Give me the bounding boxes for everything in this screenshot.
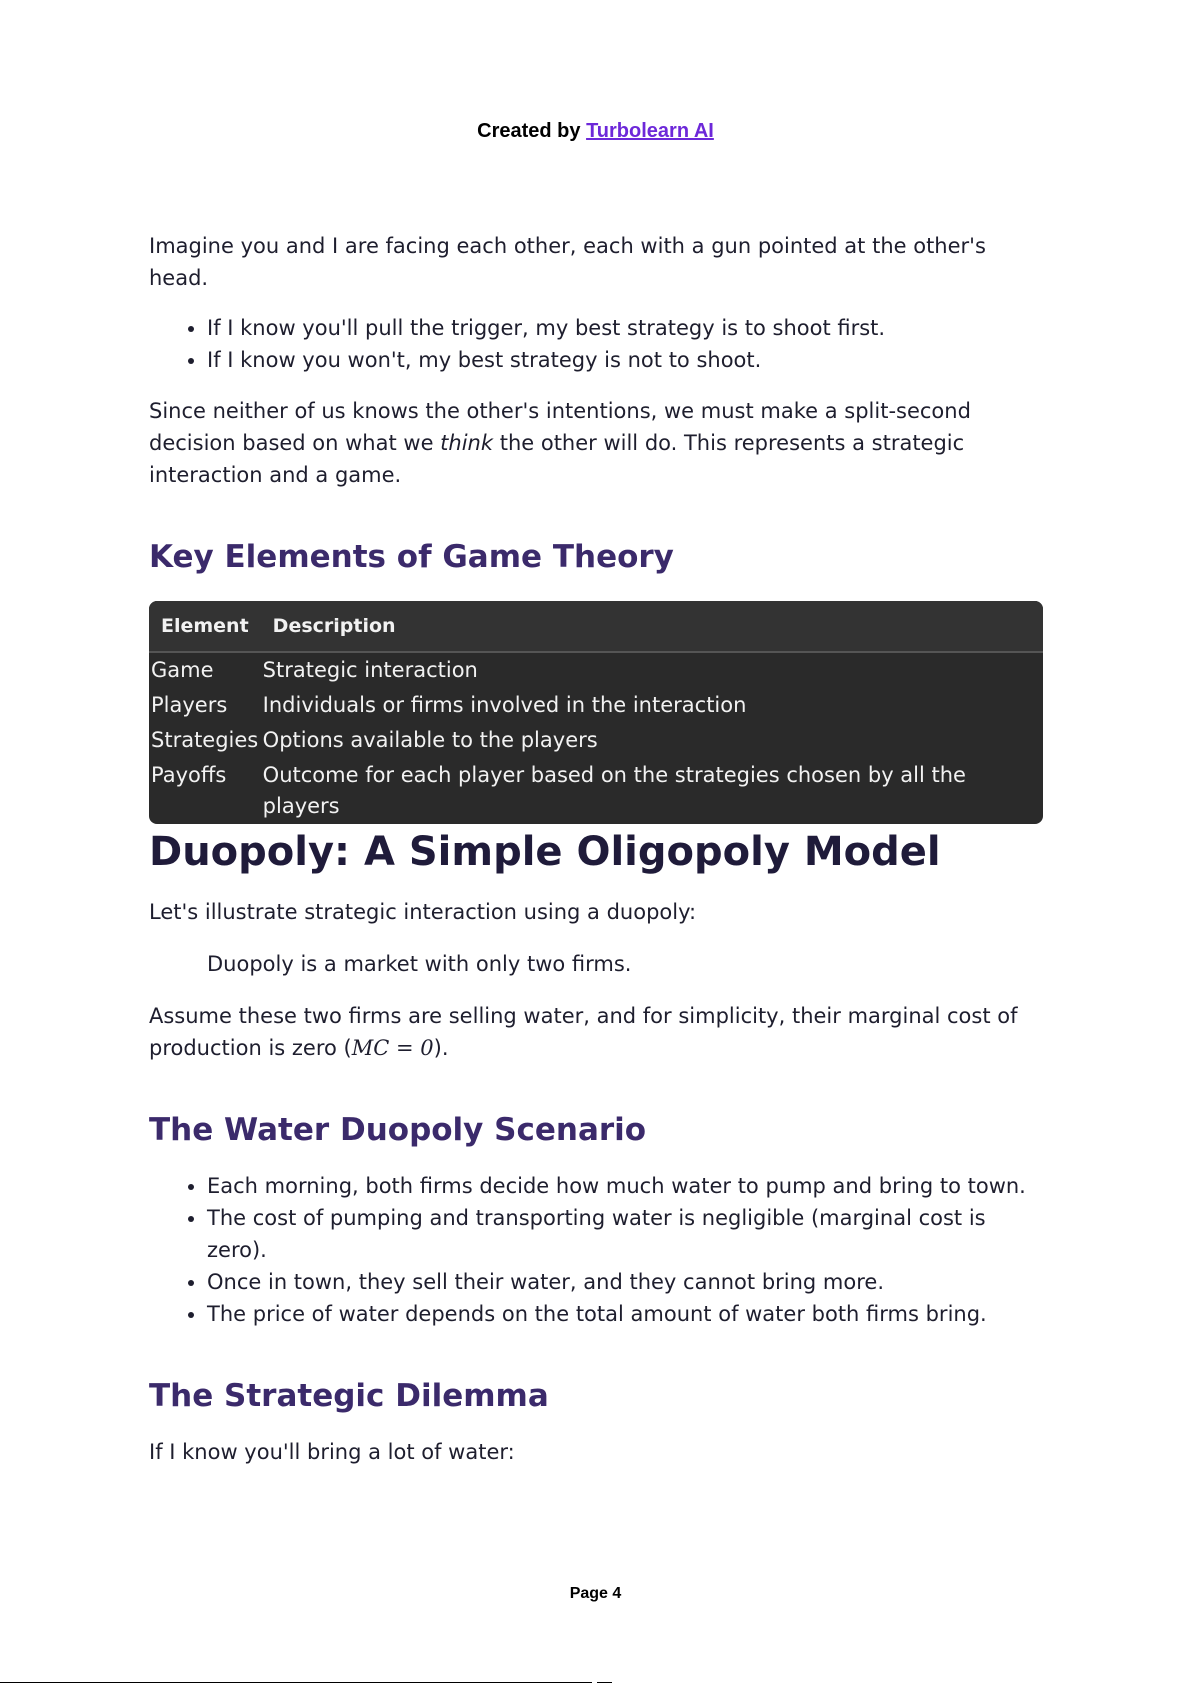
- page-content: [149, 230, 1049, 1468]
- section-heading-water: The Water Duopoly Scenario: [149, 1112, 647, 1148]
- key-elements-table: [149, 601, 1043, 824]
- section-heading-dilemma: The Strategic Dilemma: [149, 1378, 549, 1414]
- page-divider: [0, 1682, 592, 1683]
- strategic-paragraph: [149, 395, 1049, 491]
- cell-element: Players: [151, 693, 228, 717]
- duopoly-intro: Let's illustrate strategic interaction using a duopoly:: [149, 900, 697, 924]
- math-expression: MC = 0: [351, 1036, 434, 1060]
- table-row: [149, 723, 1043, 758]
- list-item: • If I know you won't, my best strategy is not to shoot.: [207, 344, 1049, 376]
- paragraph-text: ).: [433, 1036, 449, 1060]
- paragraph-text: Since neither of us knows the other's intentions, we must make a split-second decision based on what we: [149, 399, 971, 455]
- paragraph-text: Assume these two firms are selling water, and for simplicity, their marginal cost of production is zero (: [149, 1004, 1018, 1060]
- cell-element: Strategies: [151, 728, 259, 752]
- water-bullet-list: [149, 1170, 1049, 1330]
- column-header-description: Description: [261, 601, 1043, 653]
- emphasis-think: think: [440, 431, 494, 455]
- page-number: Page 4: [569, 1585, 622, 1602]
- table-row: [149, 758, 1043, 824]
- cell-element: Game: [151, 658, 214, 682]
- intro-paragraph: Imagine you and I are facing each other, each with a gun pointed at the other's head.: [149, 234, 986, 290]
- page-divider: [597, 1682, 612, 1683]
- list-item: • Each morning, both firms decide how much water to pump and bring to town.: [207, 1170, 1049, 1202]
- list-item: • Once in town, they sell their water, and they cannot bring more.: [207, 1266, 1049, 1298]
- cell-description: Outcome for each player based on the strategies chosen by all the players: [262, 763, 966, 818]
- list-item: • The cost of pumping and transporting water is negligible (marginal cost is zero).: [207, 1202, 1049, 1266]
- duopoly-definition: Duopoly is a market with only two firms.: [207, 952, 632, 976]
- table-row: [149, 688, 1043, 723]
- list-item: • The price of water depends on the total amount of water both firms bring.: [207, 1298, 1049, 1330]
- assumption-paragraph: [149, 1000, 1049, 1064]
- cell-description: Strategic interaction: [262, 658, 478, 682]
- cell-element: Payoffs: [151, 763, 227, 787]
- list-item: • If I know you'll pull the trigger, my best strategy is to shoot first.: [207, 312, 1049, 344]
- dilemma-text: If I know you'll bring a lot of water:: [149, 1440, 515, 1464]
- section-heading-duopoly: Duopoly: A Simple Oligopoly Model: [149, 829, 941, 875]
- intro-bullet-list: [149, 312, 1049, 376]
- turbolearn-link[interactable]: Turbolearn AI: [586, 120, 714, 142]
- created-by-label: Created by: [477, 120, 581, 142]
- table-header-row: [149, 601, 1043, 653]
- created-by-header: [0, 120, 1191, 143]
- paragraph-text: the other will do. This represents a strategic interaction and a game.: [149, 431, 965, 487]
- cell-description: Individuals or firms involved in the interaction: [262, 693, 747, 717]
- section-heading-key-elements: Key Elements of Game Theory: [149, 539, 674, 575]
- cell-description: Options available to the players: [262, 728, 598, 752]
- table-row: [149, 653, 1043, 688]
- column-header-element: Element: [149, 601, 261, 653]
